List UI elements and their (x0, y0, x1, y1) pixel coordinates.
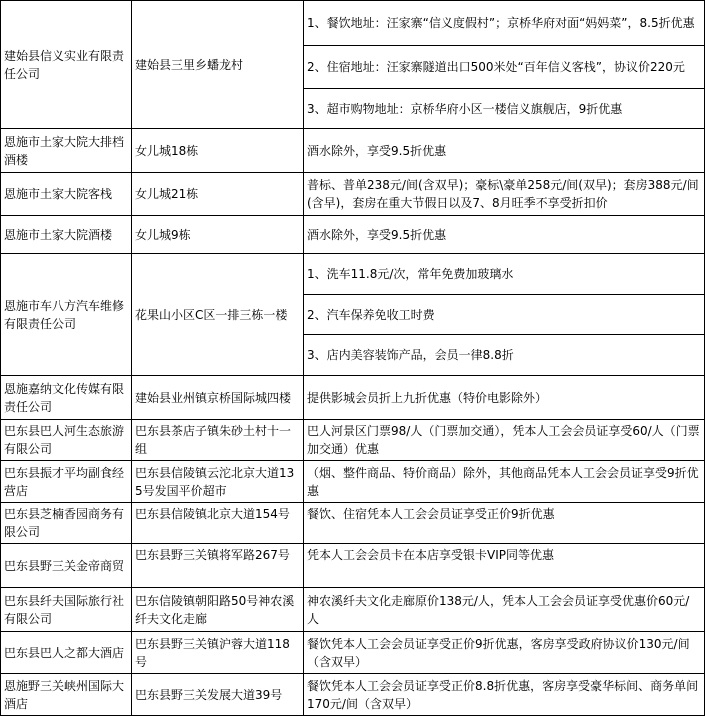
merchant-address: 女儿城18栋 (132, 129, 304, 173)
merchant-name: 巴东县巴人河生态旅游有限公司 (1, 420, 132, 461)
merchant-name: 巴东县芝楠香园商务有限公司 (1, 503, 132, 544)
offer-text: 1、餐饮地址：汪家寨“信义度假村”；京桥华府对面“妈妈菜”，8.5折优惠 (304, 1, 705, 46)
offer-text: 酒水除外，享受9.5折优惠 (304, 216, 705, 254)
merchant-name: 恩施市土家大院酒楼 (1, 216, 132, 254)
merchant-name: 恩施嘉纳文化传媒有限责任公司 (1, 376, 132, 420)
table-row (1, 588, 705, 632)
offer-text: 餐饮凭本人工会会员证享受正价9折优惠，客房享受政府协议价130元/间（含双早） (304, 632, 705, 674)
merchant-name: 恩施市土家大院大排档酒楼 (1, 129, 132, 173)
table-row (1, 544, 705, 588)
merchant-name: 建始县信义实业有限责任公司 (1, 1, 132, 129)
merchant-name: 恩施野三关峡州国际大酒店 (1, 674, 132, 716)
offer-text: 餐饮凭本人工会会员证享受正价8.8折优惠，客房享受豪华标间、商务单间170元/间（含双早） (304, 674, 705, 716)
merchant-address: 巴东县野三关镇沪蓉大道118号 (132, 632, 304, 674)
table-row (1, 376, 705, 420)
table-row (1, 503, 705, 544)
offer-text: 3、店内美容装饰产品，会员一律8.8折 (304, 335, 705, 376)
merchant-name: 巴东县巴人之都大酒店 (1, 632, 132, 674)
merchant-address: 花果山小区C区一排三栋一楼 (132, 254, 304, 376)
table-row (1, 420, 705, 461)
merchant-address: 巴东县茶店子镇朱砂土村十一组 (132, 420, 304, 461)
table-row (1, 1, 705, 46)
offer-text: 普标、普单238元/间(含双早)；豪标\豪单258元/间(双早)；套房388元/间(含早)，套房在重大节假日以及7、8月旺季不享受折扣价 (304, 173, 705, 216)
offer-text: 1、洗车11.8元/次，常年免费加玻璃水 (304, 254, 705, 295)
merchant-address: 女儿城21栋 (132, 173, 304, 216)
merchant-address: 巴东县野三关发展大道39号 (132, 674, 304, 716)
merchant-name: 巴东县振才平均副食经营店 (1, 461, 132, 503)
offer-text: 餐饮、住宿凭本人工会会员证享受正价9折优惠 (304, 503, 705, 544)
table-row (1, 173, 705, 216)
offer-text: 神农溪纤夫文化走廊原价138元/人，凭本人工会会员证享受优惠价60元/人 (304, 588, 705, 632)
table-row (1, 254, 705, 295)
merchant-address: 女儿城9栋 (132, 216, 304, 254)
table-row (1, 129, 705, 173)
merchant-address: 巴东县信陵镇北京大道154号 (132, 503, 304, 544)
merchant-address: 建始县业州镇京桥国际城四楼 (132, 376, 304, 420)
merchant-address: 巴东县野三关镇将军路267号 (132, 544, 304, 588)
offer-text: 2、住宿地址：汪家寨隧道出口500米处“百年信义客栈”，协议价220元 (304, 46, 705, 89)
table-row (1, 216, 705, 254)
merchant-address: 建始县三里乡蟠龙村 (132, 1, 304, 129)
offer-text: 提供影城会员折上九折优惠（特价电影除外） (304, 376, 705, 420)
offer-text: 凭本人工会会员卡在本店享受银卡VIP同等优惠 (304, 544, 705, 588)
merchant-name: 恩施市土家大院客栈 (1, 173, 132, 216)
offer-text: 3、超市购物地址：京桥华府小区一楼信义旗舰店，9折优惠 (304, 89, 705, 129)
table-row (1, 632, 705, 674)
merchant-name: 巴东县纤夫国际旅行社有限公司 (1, 588, 132, 632)
merchant-address: 巴东县信陵镇云沱北京大道135号发国平价超市 (132, 461, 304, 503)
offer-text: 巴人河景区门票98/人（门票加交通），凭本人工会会员证享受60/人（门票加交通）优惠 (304, 420, 705, 461)
merchant-name: 恩施市车八方汽车维修有限责任公司 (1, 254, 132, 376)
table-body (1, 1, 705, 716)
table-row (1, 674, 705, 716)
table-row (1, 461, 705, 503)
offer-text: 酒水除外，享受9.5折优惠 (304, 129, 705, 173)
merchant-name: 巴东县野三关金帝商贸 (1, 544, 132, 588)
offer-text: 2、汽车保养免收工时费 (304, 295, 705, 335)
offer-text: （烟、整件商品、特价商品）除外，其他商品凭本人工会会员证享受9折优惠 (304, 461, 705, 503)
merchant-address: 巴东信陵镇朝阳路50号神农溪纤夫文化走廊 (132, 588, 304, 632)
